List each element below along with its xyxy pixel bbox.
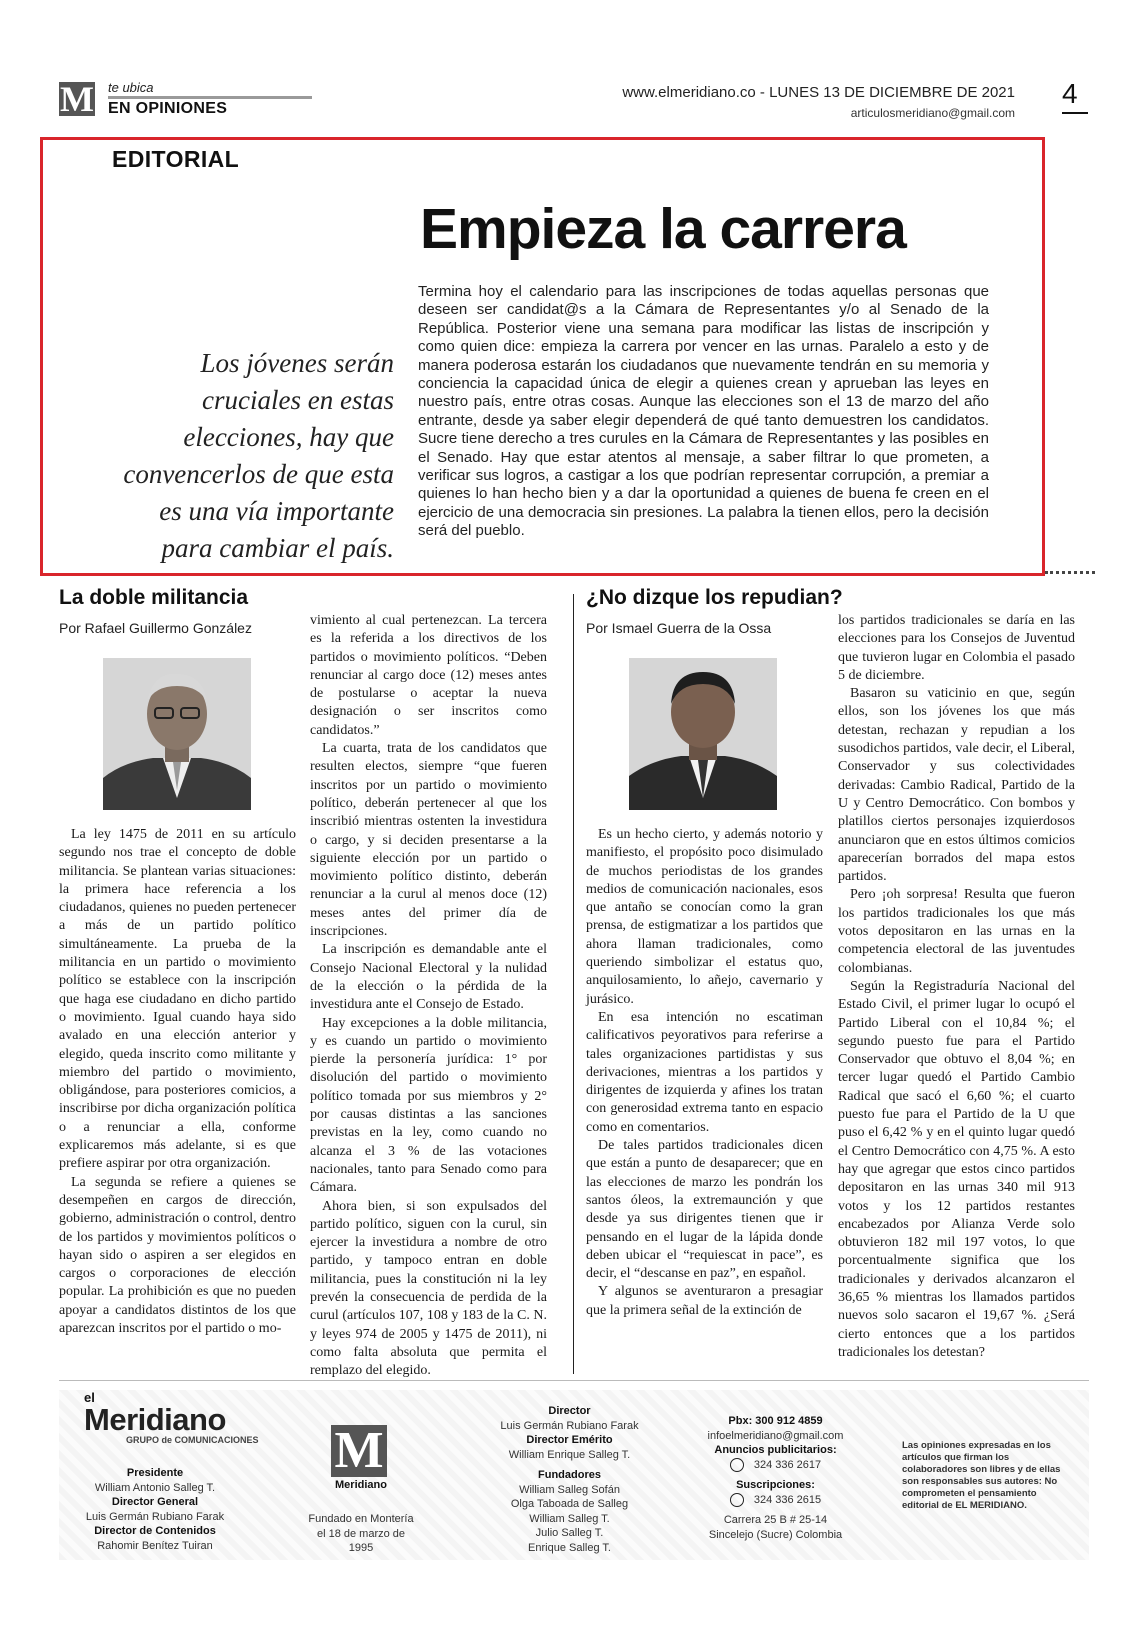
whatsapp-icon xyxy=(730,1458,744,1472)
brand-subtitle: GRUPO de COMUNICACIONES xyxy=(126,1435,259,1445)
article2-column2 xyxy=(838,612,1075,1362)
portrait-icon xyxy=(629,658,777,810)
paragraph: Según la Registraduría Nacional del Estado Civil, el primer lugar lo ocupó el Partido Liberal con el 10,84 %; el segundo puesto fue para el Partido Conservador que obtuvo el 8,04 %; en tercer lugar quedó el Partido Cambio Radical que sacó el 6,60 %; el cuarto puesto fue para el Partido de la U que puso el 6,42 % y en el quinto lugar quedó el Centro Democrático con 4,75 %. A esto hay que agregar que estos cinco partidos depositaron en las urnas 340 mil 913 votos y los 12 partidos restantes encabezados por Alianza Verde solo obtuvieron 182 mil 197 votos, lo que porcentualmente significa que los tradicionales y derivados alcanzaron el 36,65 % mientras los llamados partidos nuevos solo sacaron el 19,67 %. ¿Será cierto entonces que a los partidos tradicionales los detestan? xyxy=(838,978,1075,1360)
contact-email: infoelmeridiano@gmail.com xyxy=(707,1429,844,1442)
anuncios-label: Anuncios publicitarios: xyxy=(714,1444,837,1456)
article1-byline: Por Rafael Guillermo González xyxy=(59,620,252,636)
header-rule xyxy=(108,96,312,99)
article1-column2 xyxy=(310,612,547,1380)
editorial-label: EDITORIAL xyxy=(112,146,240,172)
suscripciones-phone: 324 336 2615 xyxy=(753,1493,822,1506)
fundador-name: Enrique Salleg T. xyxy=(528,1541,611,1554)
editorial-dotted-rule xyxy=(1045,571,1095,574)
whatsapp-icon xyxy=(730,1493,744,1507)
paragraph: los partidos tradicionales se daría en las elecciones para los Consejos de Juventud que tuvieron lugar en Colombia el pasado 5 de diciembre. xyxy=(838,613,1075,683)
meridiano-logo-large: M xyxy=(331,1425,387,1477)
date-line: www.elmeridiano.co - LUNES 13 DE DICIEMBRE DE 2021 xyxy=(622,84,1015,101)
director-general-name: Luis Germán Rubiano Farak xyxy=(85,1510,225,1523)
director-emerito-label: Director Emérito xyxy=(526,1434,613,1446)
fundador-name: Olga Taboada de Salleg xyxy=(510,1498,629,1510)
article2-title: ¿No dizque los repudian? xyxy=(586,586,843,609)
editorial-title: Empieza la carrera xyxy=(420,197,906,261)
editorial-body: Termina hoy el calendario para las inscripciones de todas aquellas personas que deseen ser candidat@s a la Cámara de Representantes y/o al Senado de la República. Posterior viene una semana para modificar las listas de inscripción y como quien dice: empieza la carrera por vencer en las urnas. Paralelo a esto y de manera poderosa estarán los ciudadanos que nuevamente tendrán en su memoria y conciencia la capacidad única de elegir a quienes crean y aprueban las leyes en nuestro país, entre otras cosas. Aunque las elecciones son el 13 de marzo del año entrante, desde ya saber elegir dependerá de qué tanto demuestren los candidatos. Sucre tiene derecho a tres curules en la Cámara de Representantes y las posibles en el Senado. Hay que estar atentos al mensaje, a saber filtrar lo que prometen, a verificar sus logros, a castigar a los que podrían representar corrupción, a premiar a quienes lo han hecho bien y a dar la oportunidad a quienes de buena fe creen en el ejercicio de una democracia sin presiones. La palabra la tienen ellos, pero la decisión será del pueblo. xyxy=(418,283,989,540)
director-contenidos-label: Director de Contenidos xyxy=(94,1525,216,1537)
paragraph: Es un hecho cierto, y además notorio y manifiesto, el propósito poco disimulado de muchos periodistas de los grandes medios de comunicación nacionales, esos que antaño se conocían como la gran prensa, de estigmatizar a los partidos que ahora llaman tradicionales, como queriendo simbolizar el estatus quo, anquilosamiento, lo añejo, cavernario y jurásico. xyxy=(586,827,823,1007)
paragraph: Ahora bien, si son expulsados del partido político, siguen con la curul, sin ejercer la investidura a nombre de otro partido, y tampoco entran en doble militancia, pues la constitución ni la ley prevén la consecuencia de perdida de la curul (artículos 107, 108 y 183 de la C. N. y leyes 974 de 2005 y 1475 de 2011), ni como falta absoluta que permita el remplazo del elegido. xyxy=(310,1198,547,1379)
paragraph: De tales partidos tradicionales dicen que están a punto de desaparecer; que en las elecciones de marzo les pondrán los santos óleos, la extremaunción y que desde ya sus dirigentes tienen que ir pensando en el lugar de la lápida donde deben ubicar el “requiescat in pace”, es decir, el “descanse en paz”, en español. xyxy=(586,1138,823,1282)
page-number: 4 xyxy=(1062,78,1078,109)
author-photo-guerra xyxy=(629,658,777,810)
article2-byline: Por Ismael Guerra de la Ossa xyxy=(586,620,772,636)
brand-el: el xyxy=(84,1390,95,1405)
contact-block xyxy=(688,1414,863,1542)
section-name: EN OPINIONES xyxy=(108,100,228,117)
paragraph: Y algunos se aventuraron a presagiar que la primera señal de la extinción de xyxy=(586,1284,823,1318)
portrait-icon xyxy=(103,658,251,810)
header-email: articulosmeridiano@gmail.com xyxy=(850,106,1015,120)
paragraph: Basaron su vaticinio en que, según ellos, son los jóvenes los que más detestan, rechazan y repudian a los susodichos partidos, vale decir, el Liberal, Conservador y sus colectividades derivadas: Cambio Radical, Partido de la U y Centro Democrático. Con bombos y platillos ciertos personajes izquierdosos anunciaron que en estos últimos comicios aparecerían borrados del mapa estos partidos. xyxy=(838,686,1075,885)
paragraph: La segunda se refiere a quienes se desempeñen en cargos de dirección, gobierno, administración o control, dentro de los partidos y movimientos políticos o hayan sido o aspiren a ser elegidos en cargos o corporaciones de elección popular. La prohibición es que no pueden apoyar a candidatos distintos de los que aparezcan inscritos por el partido o mo- xyxy=(59,1174,296,1337)
author-photo-gonzalez xyxy=(103,658,251,810)
presidente-name: William Antonio Salleg T. xyxy=(94,1481,216,1494)
address-line2: Sincelejo (Sucre) Colombia xyxy=(708,1528,843,1541)
logo-caption: Meridiano xyxy=(335,1479,387,1491)
director-emerito-name: William Enrique Salleg T. xyxy=(508,1448,631,1461)
fundador-name: Julio Salleg T. xyxy=(535,1527,604,1539)
staff-block-center xyxy=(487,1404,652,1555)
presidente-label: Presidente xyxy=(126,1467,184,1479)
disclaimer: Las opiniones expresadas en los artículos que firman los colaboradores son libres y de ellas son responsables sus autores: No comprometen el pensamiento editorial de EL MERIDIANO. xyxy=(902,1440,1061,1511)
paragraph: La ley 1475 de 2011 en su artículo segundo nos trae el concepto de doble militancia. Se plantean varias situaciones: la primera hace referencia a los ciudadanos, quienes no pueden pertenecer a más de un partido político simultáneamente. La prueba de la militancia en un partido o movimiento político se establece con la inscripción que haga ese ciudadano en dicho partido o movimiento. Igual cuando haya sido avalado en una elección anterior y elegido, queda inscrito como militante y miembro del partido o movimiento, obligándose, para posteriores comicios, a inscribirse por dicha organización política o a renunciar a ella, conforme explicaremos más adelante, si es que prefiere aspirar por otra organización. xyxy=(59,827,296,1172)
article1-column1 xyxy=(59,826,296,1338)
article1-title: La doble militancia xyxy=(59,586,249,609)
staff-block-left xyxy=(70,1466,240,1553)
header-tagline: te ubica xyxy=(108,80,154,95)
footer-top-rule xyxy=(59,1380,1089,1381)
paragraph: La inscripción es demandable ante el Consejo Nacional Electoral y la nulidad de la elección o la pérdida de la investidura ante el Consejo de Estado. xyxy=(310,942,547,1013)
director-contenidos-name: Rahomir Benítez Tuiran xyxy=(97,1539,213,1552)
suscripciones-label: Suscripciones: xyxy=(736,1479,815,1491)
meridiano-logo: M xyxy=(60,79,94,119)
paragraph: La cuarta, trata de los candidatos que resulten electos, siempre “que fueren inscritos por un partido o movimiento político, deberán pertenecer al que los inscribió mientras ostenten la investidura o cargo, y si deciden presentarse a la siguiente elección por un partido o movimiento político distinto, deberán renunciar a la curul al menos doce (12) meses antes del primer día de inscripciones. xyxy=(310,741,547,940)
column-divider xyxy=(573,594,574,1374)
fundadores-label: Fundadores xyxy=(538,1469,601,1481)
page-number-rule xyxy=(1062,112,1088,114)
director-label: Director xyxy=(548,1405,591,1417)
article2-column1 xyxy=(586,826,823,1320)
anuncios-phone: 324 336 2617 xyxy=(753,1458,822,1471)
paragraph: En esa intención no escatiman calificativos peyorativos para referirse a tales organizaciones partidistas y sus derivaciones, mientras a los partidos y dirigentes de izquierda y afines los tratan con generosidad extrema tanto en espacio como en comentarios. xyxy=(586,1009,823,1135)
fundador-name: William Salleg T. xyxy=(529,1512,610,1525)
address-line1: Carrera 25 B # 25-14 xyxy=(723,1514,828,1526)
director-name: Luis Germán Rubiano Farak xyxy=(500,1419,639,1432)
paragraph: vimiento al cual pertenezcan. La tercera es la referida a los directivos de los partidos o movimiento políticos. “Deben renunciar al cargo doce (12) meses antes de postularse o aceptar la nueva designación o ser inscritos como candidatos.” xyxy=(310,613,547,738)
editorial-pull-quote: Los jóvenes serán cruciales en estas elecciones, hay que convencerlos de que esta es una vía importante para cambiar el país. xyxy=(123,348,394,563)
pbx: Pbx: 300 912 4859 xyxy=(728,1415,823,1427)
director-general-label: Director General xyxy=(111,1496,199,1508)
fundador-name: William Salleg Sofán xyxy=(519,1483,620,1496)
brand-name: Meridiano xyxy=(84,1402,226,1437)
paragraph: Pero ¡oh sorpresa! Resulta que fueron los partidos tradicionales los que más votos depositaron en las urnas en la competencia electoral de las juventudes colombianas. xyxy=(838,887,1075,976)
founded-note: Fundado en Montería el 18 de marzo de 1995 xyxy=(308,1513,414,1554)
paragraph: Hay excepciones a la doble militancia, y es cuando un partido o movimiento pierde la personería jurídica: 1° por disolución del partido o movimiento político tomada por sus miembros y 2° por causas distintas a las sanciones previstas en la ley, como cuando no alcanza el 3 % de las votaciones nacionales, tanto para Senado como para Cámara. xyxy=(310,1015,547,1196)
